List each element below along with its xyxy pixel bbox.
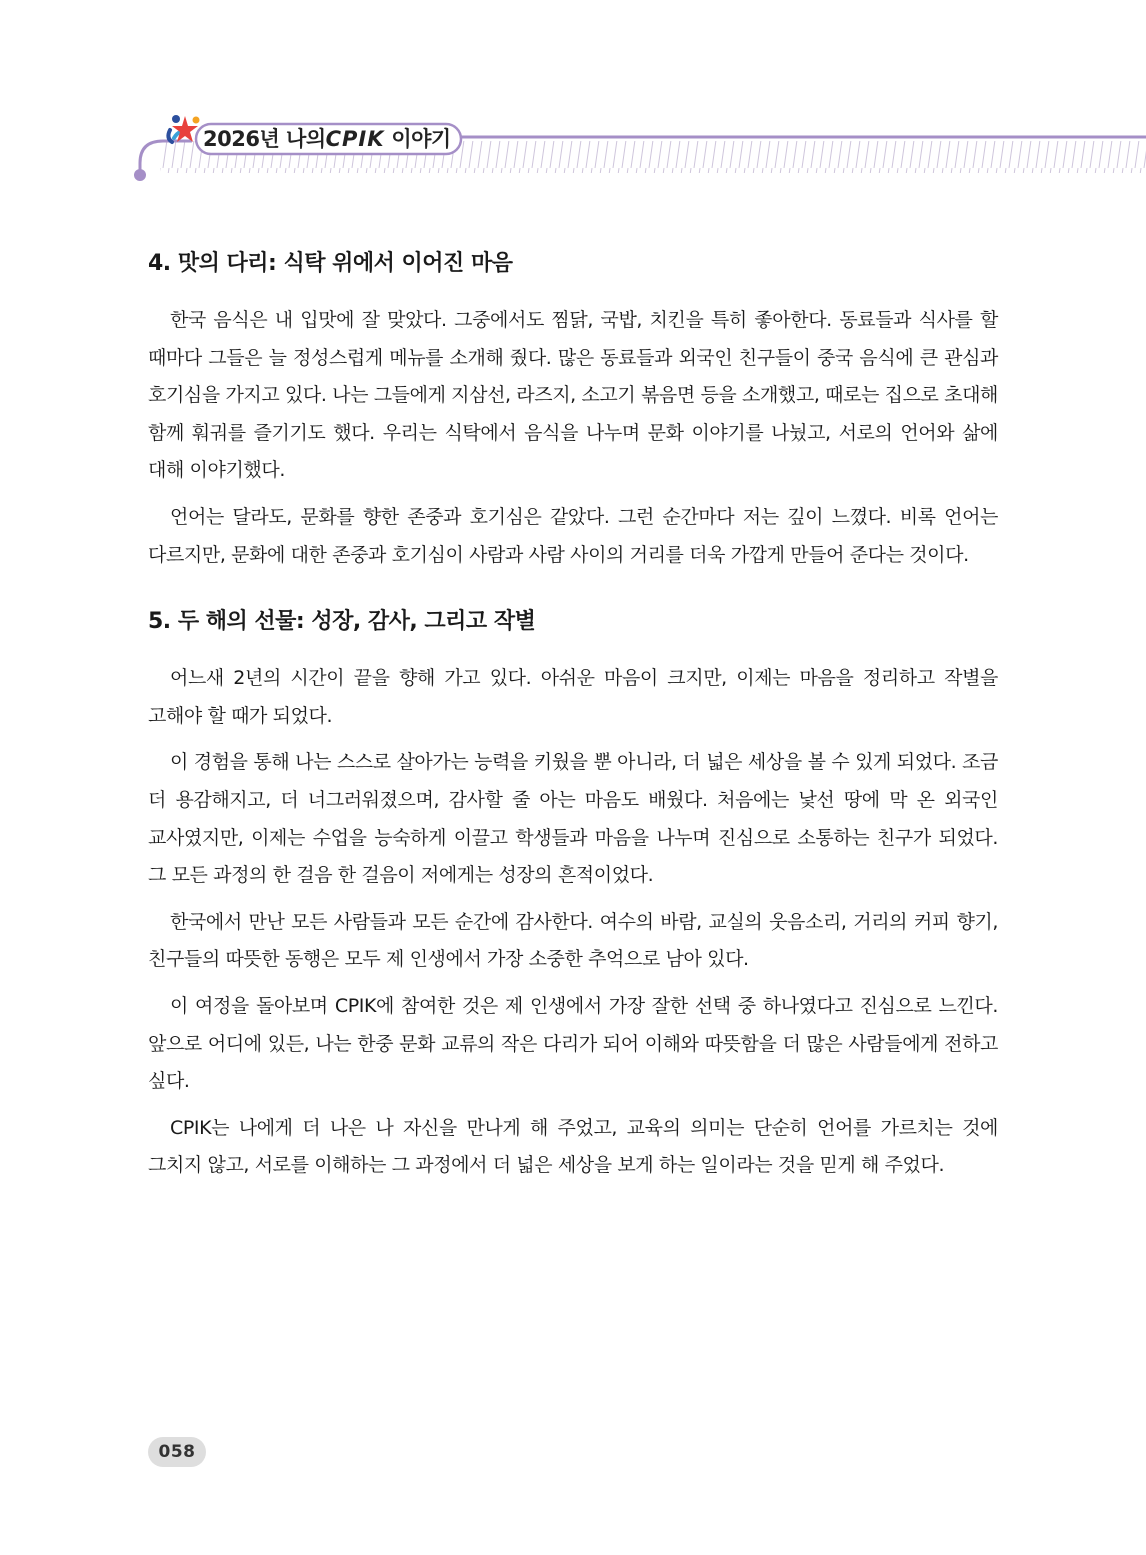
page-number-badge: 058 bbox=[148, 1437, 206, 1467]
running-header-title bbox=[203, 124, 451, 154]
section-heading: 4. 맛의 다리: 식탁 위에서 이어진 마음 bbox=[148, 251, 513, 276]
article-body bbox=[148, 240, 998, 1185]
header-dot bbox=[134, 169, 146, 181]
paragraph: 어느새 2년의 시간이 끝을 향해 가고 있다. 아쉬운 마음이 크지만, 이제는 마음을 정리하고 작별을 고해야 할 때가 되었다. bbox=[148, 667, 998, 727]
paragraph: 한국에서 만난 모든 사람들과 모든 순간에 감사한다. 여수의 바람, 교실의 웃음소리, 거리의 커피 향기, 친구들의 따뜻한 동행은 모두 제 인생에서 가장 소중한 추억으로 남아 있다. bbox=[148, 910, 998, 971]
section-heading: 5. 두 해의 선물: 성장, 감사, 그리고 작별 bbox=[148, 609, 536, 635]
paragraph: 언어는 달라도, 문화를 향한 존중과 호기심은 같았다. 그런 순간마다 저는 깊이 느꼈다. 비록 언어는 다르지만, 문화에 대한 존중과 호기심이 사람과 사람 사이의 거리를 더욱 가깝게 만들어 준다는 것이다. bbox=[148, 505, 998, 566]
header-title-brand: CPIK bbox=[325, 127, 385, 151]
page-header bbox=[0, 0, 1146, 200]
paragraph: CPIK는 나에게 더 나은 나 자신을 만나게 해 주었고, 교육의 의미는 단순히 언어를 가르치는 것에 그치지 않고, 서로를 이해하는 그 과정에서 더 넓은 세상을 보게 하는 일이라는 것을 믿게 해 주었다. bbox=[148, 1116, 998, 1177]
header-decoration bbox=[0, 0, 1146, 200]
paragraph: 한국 음식은 내 입맛에 잘 맞았다. 그중에서도 찜닭, 국밥, 치킨을 특히 좋아한다. 동료들과 식사를 할 때마다 그들은 늘 정성스럽게 메뉴를 소개해 줬다. 많은 동료들과 외국인 친구들이 중국 음식에 큰 관심과 호기심을 가지고 있다. 나는 그들에게 지삼선, 라즈지, 소고기 볶음면 등을 소개했고, 때로는 집으로 초대해 함께 훠궈를 즐기기도 했다. 우리는 식탁에서 음식을 나누며 문화 이야기를 나눴고, 서로의 언어와 삶에 대해 이야기했다. bbox=[148, 309, 998, 482]
paragraph: 이 여정을 돌아보며 CPIK에 참여한 것은 제 인생에서 가장 잘한 선택 중 하나였다고 진심으로 느낀다. 앞으로 어디에 있든, 나는 한중 문화 교류의 작은 다리가 되어 이해와 따뜻함을 더 많은 사람들에게 전하고 싶다. bbox=[148, 994, 998, 1093]
header-title-prefix: 2026년 나의 bbox=[203, 127, 326, 151]
header-title-suffix: 이야기 bbox=[391, 127, 451, 151]
paragraph: 이 경험을 통해 나는 스스로 살아가는 능력을 키웠을 뿐 아니라, 더 넓은 세상을 볼 수 있게 되었다. 조금 더 용감해지고, 더 너그러워졌으며, 감사할 줄 아는 마음도 배웠다. 처음에는 낯선 땅에 막 온 외국인 교사였지만, 이제는 수업을 능숙하게 이끌고 학생들과 마음을 나누며 진심으로 소통하는 친구가 되었다. 그 모든 과정의 한 걸음 한 걸음이 저에게는 성장의 흔적이었다. bbox=[148, 751, 998, 887]
